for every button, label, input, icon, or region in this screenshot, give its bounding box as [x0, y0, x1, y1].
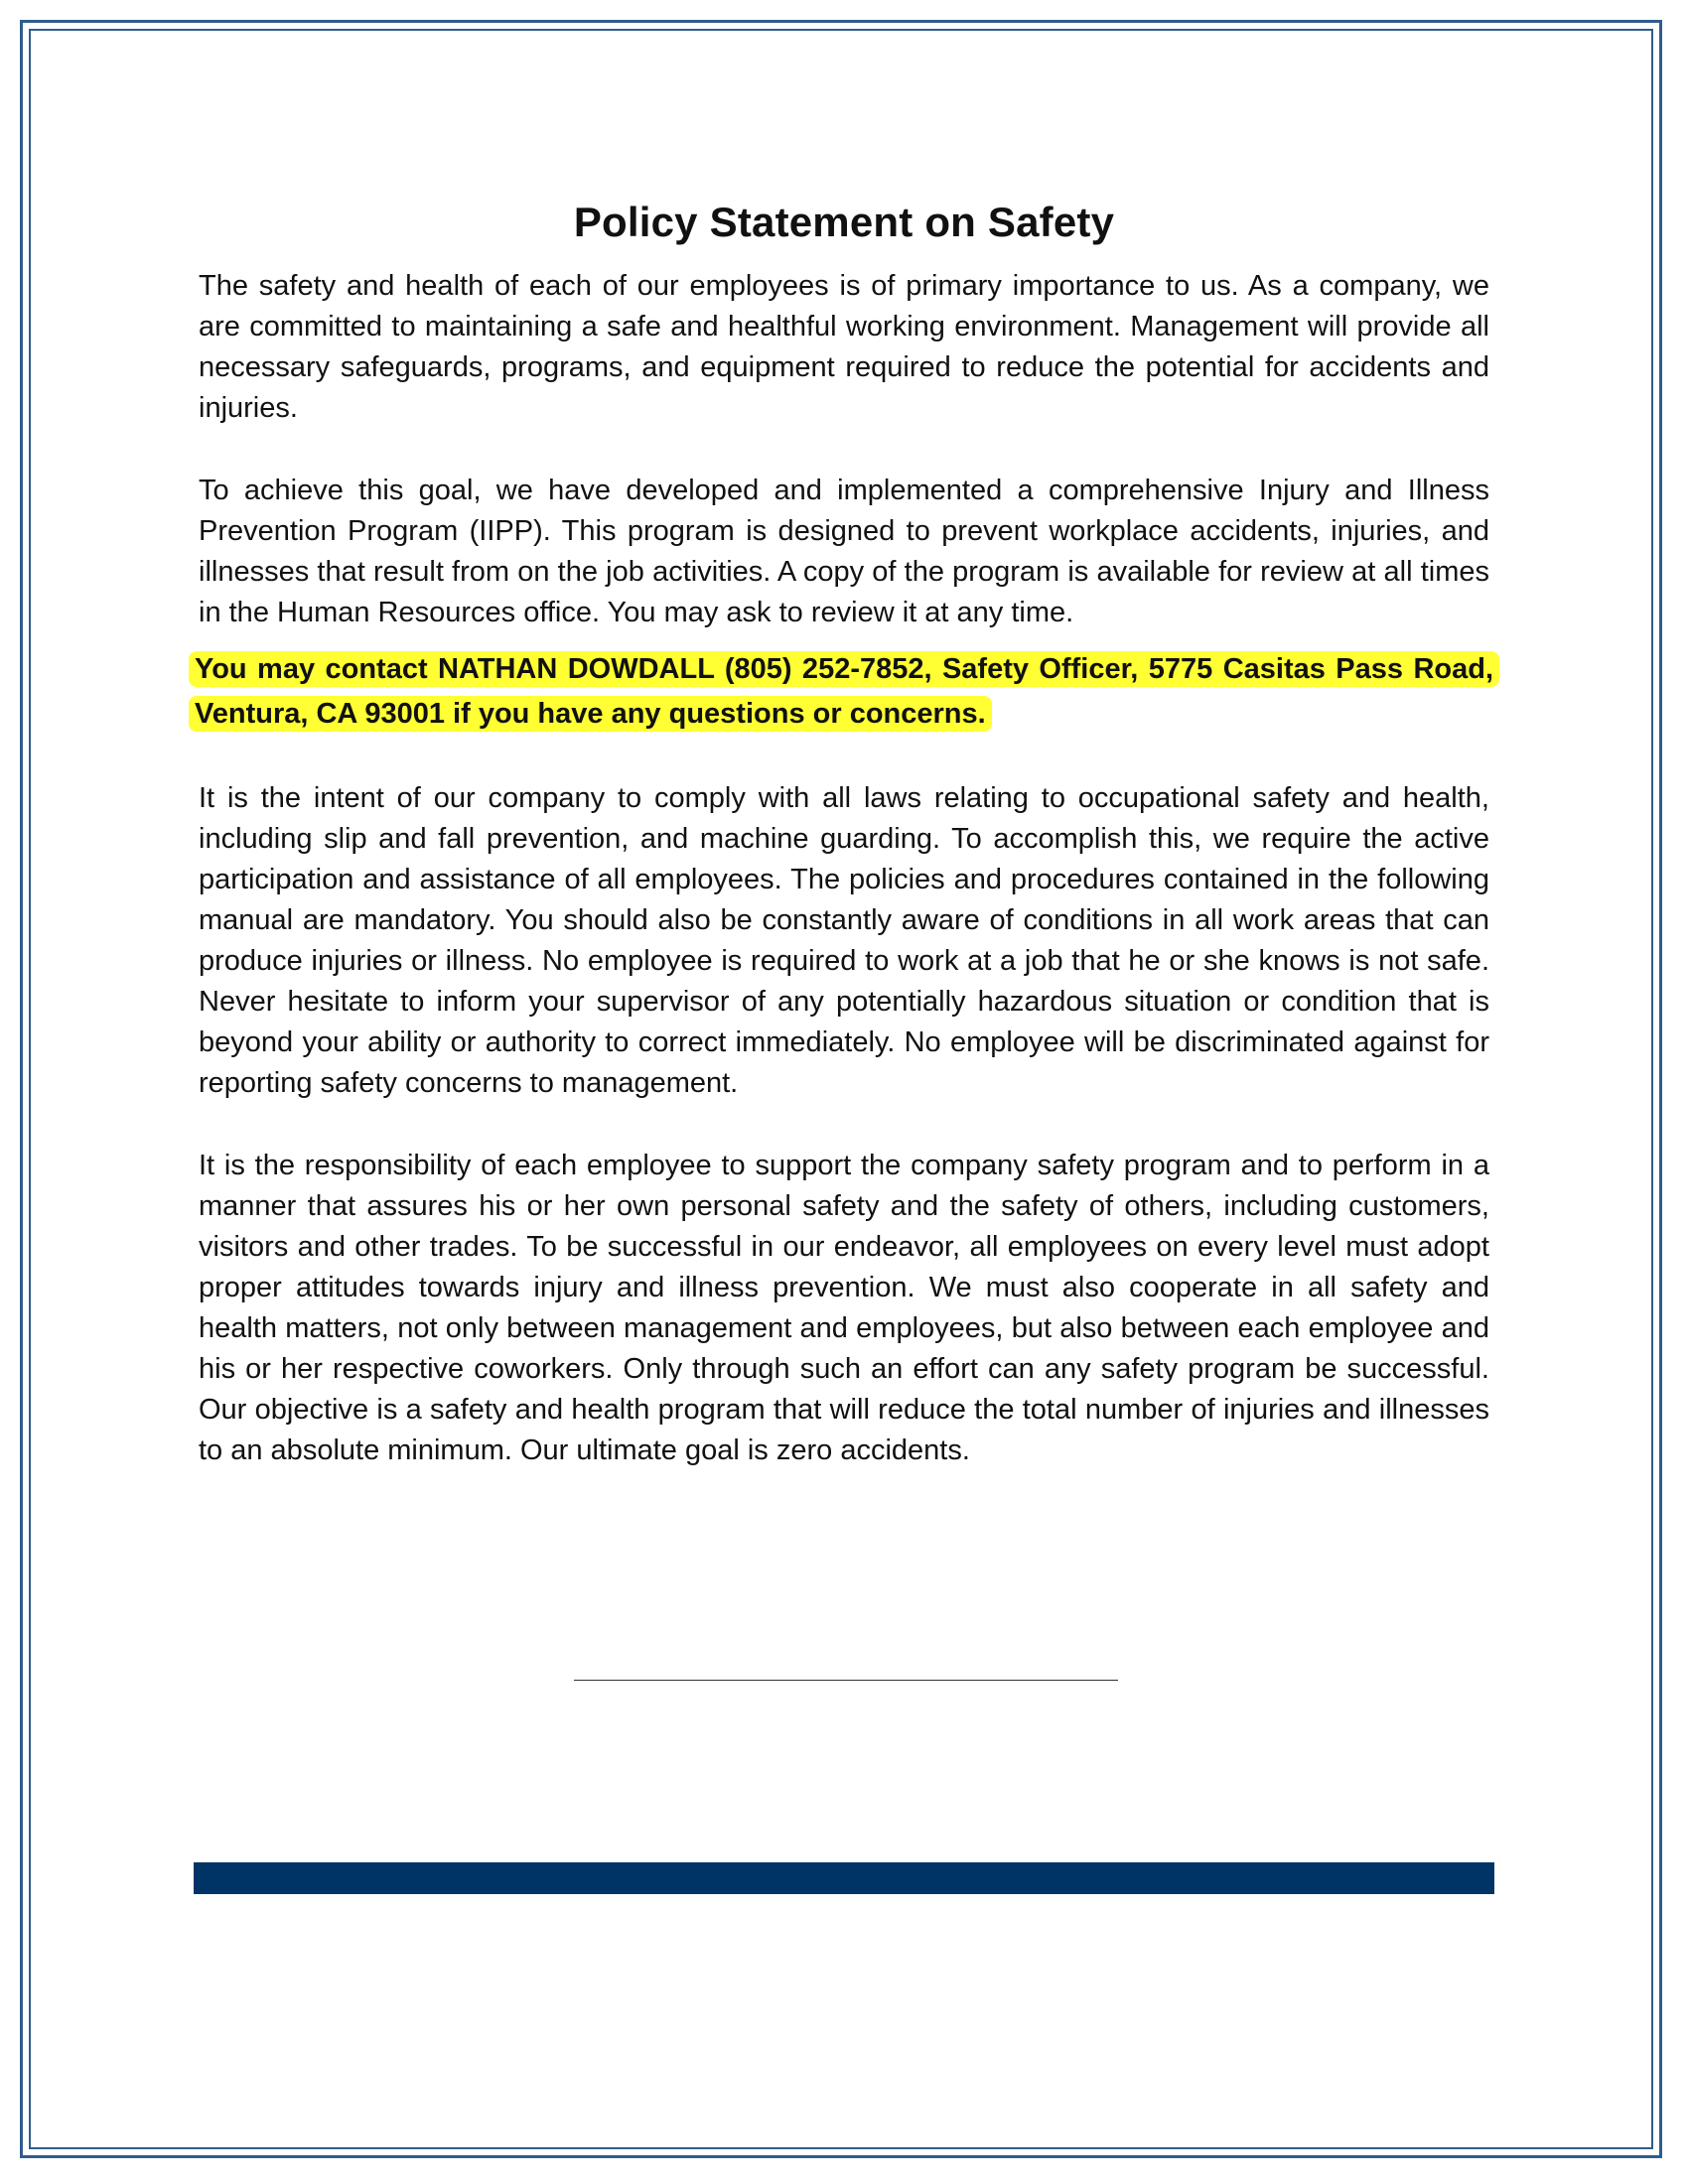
paragraph-spacer [199, 1104, 1489, 1146]
page-title: Policy Statement on Safety [573, 199, 1115, 245]
signature-line [574, 1680, 1118, 1681]
paragraph-responsibility: It is the responsibility of each employee to support the company safety program and to perform in a manner that assures his or her own personal safety and the safety of others, including customers, visitors and other trades. To be successful in our endeavor, all employees on every level must adopt proper attitudes towards injury and illness prevention. We must also cooperate in all safety and health matters, not only between management and employees, but also between each employee and his or her respective coworkers. Only through such an effort can any safety program be successful. Our objective is a safety and health program that will reduce the total number of injuries and illnesses to an absolute minimum. Our ultimate goal is zero accidents. [199, 1150, 1489, 1466]
footer-bar [194, 1862, 1494, 1894]
contact-highlight-text: You may contact NATHAN DOWDALL (805) 252-7852, Safety Officer, 5775 Casitas Pass Road, Ventura, CA 93001 if you have any questions or concerns. [189, 651, 1499, 732]
document-body [195, 199, 1493, 1471]
paragraph-spacer [199, 633, 1489, 647]
paragraph-compliance: It is the intent of our company to comply with all laws relating to occupational safety and health, including slip and fall prevention, and machine guarding. To accomplish this, we require the active participation and assistance of all employees. The policies and procedures contained in the following manual are mandatory. You should also be constantly aware of conditions in all work areas that can produce injuries or illness. No employee is required to work at a job that he or she knows is not safe. Never hesitate to inform your supervisor of any potentially hazardous situation or condition that is beyond your ability or authority to correct immediately. No employee will be discriminated against for reporting safety concerns to management. [199, 782, 1489, 1099]
paragraph-spacer [199, 737, 1489, 778]
contact-highlight-block [189, 647, 1499, 737]
paragraph-intro: The safety and health of each of our employees is of primary importance to us. As a company, we are committed to maintaining a safe and healthful working environment. Management will provide all necessary safeguards, programs, and equipment required to reduce the potential for accidents and injuries. [199, 270, 1489, 424]
paragraph-iipp: To achieve this goal, we have developed and implemented a comprehensive Injury and Illness Prevention Program (IIPP). This program is designed to prevent workplace accidents, injuries, and illnesses that result from on the job activities. A copy of the program is available for review at all times in the Human Resources office. You may ask to review it at any time. [199, 475, 1489, 628]
paragraph-spacer [199, 429, 1489, 471]
